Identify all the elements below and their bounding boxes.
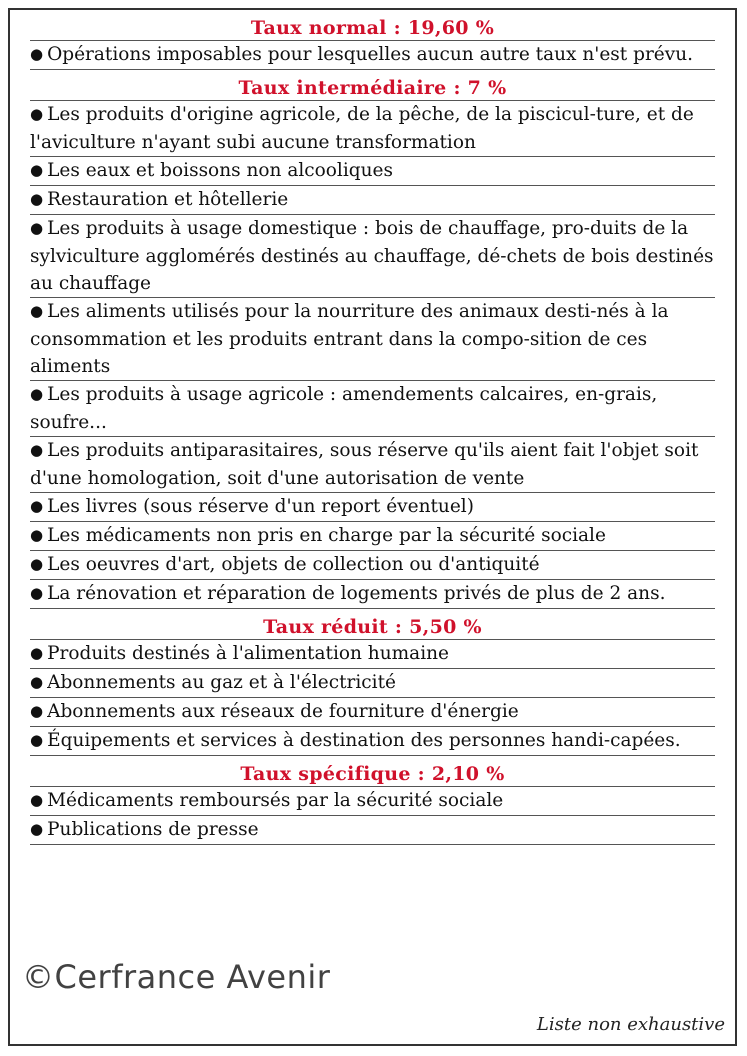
item-text: Équipements et services à destination des personnes handi-capées.	[47, 730, 681, 751]
bullet-icon: ●	[30, 302, 44, 320]
bullet-icon: ●	[30, 555, 44, 573]
section-title: Taux normal : 19,60 %	[250, 17, 495, 39]
list-item	[30, 639, 715, 668]
bullet-icon: ●	[30, 791, 44, 809]
item-text: Les produits antiparasitaires, sous réserve qu'ils aient fait l'objet soit d'une homologation, soit d'une autorisation de vente	[30, 440, 699, 489]
list-item	[30, 815, 715, 845]
bullet-icon: ●	[30, 385, 44, 403]
vat-rates-table	[8, 8, 737, 1046]
section-title: Taux intermédiaire : 7 %	[238, 77, 507, 99]
list-item	[30, 726, 715, 756]
list-item	[30, 492, 715, 521]
item-text: Produits destinés à l'alimentation humaine	[47, 643, 449, 664]
list-item	[30, 668, 715, 697]
bullet-icon: ●	[30, 190, 44, 208]
rate-section	[30, 615, 715, 756]
list-item	[30, 697, 715, 726]
rate-section	[30, 762, 715, 845]
rate-section	[30, 16, 715, 70]
bullet-icon: ●	[30, 161, 44, 179]
item-text: Les livres (sous réserve d'un report éventuel)	[47, 496, 474, 517]
footer-note: Liste non exhaustive	[536, 1014, 725, 1035]
list-item	[30, 550, 715, 579]
list-item	[30, 579, 715, 609]
bullet-icon: ●	[30, 673, 44, 691]
bullet-icon: ●	[30, 820, 44, 838]
item-text: Les produits à usage agricole : amendements calcaires, en-grais, soufre...	[30, 384, 658, 433]
rate-section	[30, 76, 715, 609]
bullet-icon: ●	[30, 219, 44, 237]
list-item	[30, 156, 715, 185]
item-text: Abonnements au gaz et à l'électricité	[47, 672, 396, 693]
section-title: Taux réduit : 5,50 %	[263, 616, 482, 638]
list-item	[30, 185, 715, 214]
bullet-icon: ●	[30, 584, 44, 602]
item-text: Les produits à usage domestique : bois de chauffage, pro-duits de la sylviculture agglomérés destinés au chauffage, dé-chets de bois destinés au chauffage	[30, 218, 714, 294]
sections-container	[30, 16, 715, 845]
list-item	[30, 214, 715, 297]
bullet-icon: ●	[30, 441, 44, 459]
item-text: Les produits d'origine agricole, de la pêche, de la piscicul-ture, et de l'aviculture n'ayant subi aucune transformation	[30, 104, 694, 153]
item-text: Médicaments remboursés par la sécurité sociale	[47, 790, 504, 811]
item-text: La rénovation et réparation de logements privés de plus de 2 ans.	[47, 583, 666, 604]
list-item	[30, 436, 715, 492]
watermark: ©Cerfrance Avenir	[22, 958, 331, 996]
list-item	[30, 380, 715, 436]
bullet-icon: ●	[30, 105, 44, 123]
item-text: Les médicaments non pris en charge par la sécurité sociale	[47, 525, 606, 546]
item-text: Publications de presse	[47, 819, 259, 840]
bullet-icon: ●	[30, 731, 44, 749]
list-item	[30, 786, 715, 815]
item-text: Les aliments utilisés pour la nourriture des animaux desti-nés à la consommation et les produits entrant dans la compo-sition de ces aliments	[30, 301, 669, 377]
item-text: Les eaux et boissons non alcooliques	[47, 160, 393, 181]
bullet-icon: ●	[30, 526, 44, 544]
list-item	[30, 297, 715, 380]
item-text: Les oeuvres d'art, objets de collection ou d'antiquité	[47, 554, 540, 575]
list-item	[30, 40, 715, 70]
bullet-icon: ●	[30, 644, 44, 662]
bullet-icon: ●	[30, 497, 44, 515]
bullet-icon: ●	[30, 45, 44, 63]
item-text: Abonnements aux réseaux de fourniture d'énergie	[47, 701, 519, 722]
bullet-icon: ●	[30, 702, 44, 720]
item-text: Opérations imposables pour lesquelles aucun autre taux n'est prévu.	[47, 44, 693, 65]
section-title: Taux spécifique : 2,10 %	[240, 763, 505, 785]
list-item	[30, 521, 715, 550]
list-item	[30, 100, 715, 156]
item-text: Restauration et hôtellerie	[47, 189, 289, 210]
